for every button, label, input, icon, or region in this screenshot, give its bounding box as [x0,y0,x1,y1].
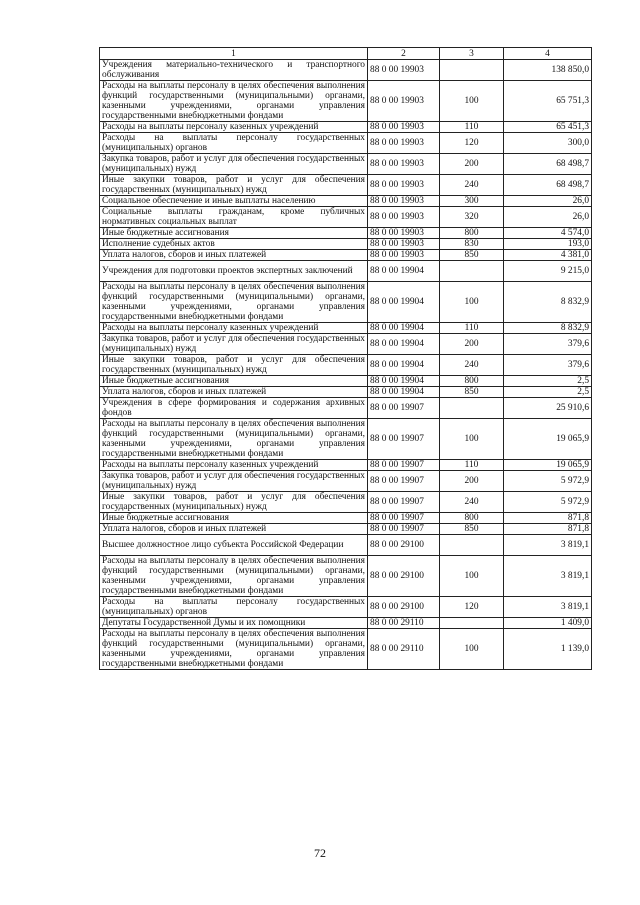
row-name-cell: Депутаты Государственной Думы и их помощники [100,618,368,629]
table-row [100,207,592,228]
row-sum-cell: 25 910,6 [504,398,592,419]
row-code-cell: 88 0 00 19903 [368,60,440,81]
row-code-cell: 88 0 00 19907 [368,419,440,460]
row-code-cell: 88 0 00 19903 [368,154,440,175]
row-name-cell: Расходы на выплаты персоналу в целях обеспечения выполнения функций государственными (муниципальными) органами, казенными учреждениями, органами управления государственными внебюджетными фондами [100,419,368,460]
table-row [100,419,592,460]
row-expense-type-cell [440,535,504,556]
table-row [100,196,592,207]
table-row [100,133,592,154]
row-expense-type-cell: 120 [440,597,504,618]
header-col-4: 4 [504,48,592,60]
row-name-cell: Расходы на выплаты персоналу казенных учреждений [100,460,368,471]
row-sum-cell: 5 972,9 [504,471,592,492]
row-name-cell: Учреждения материально-технического и транспортного обслуживания [100,60,368,81]
row-expense-type-cell: 200 [440,471,504,492]
row-sum-cell: 65 751,3 [504,81,592,122]
row-sum-cell: 65 451,3 [504,122,592,133]
row-code-cell: 88 0 00 29100 [368,597,440,618]
table-row [100,355,592,376]
row-expense-type-cell: 830 [440,239,504,250]
row-code-cell: 88 0 00 19907 [368,524,440,535]
row-name-cell: Расходы на выплаты персоналу в целях обеспечения выполнения функций государственными (муниципальными) органами, казенными учреждениями, органами управления государственными внебюджетными фондами [100,556,368,597]
row-expense-type-cell: 100 [440,282,504,323]
row-name-cell: Закупка товаров, работ и услуг для обеспечения государственных (муниципальных) нужд [100,334,368,355]
row-expense-type-cell: 850 [440,387,504,398]
header-col-2: 2 [368,48,440,60]
row-code-cell: 88 0 00 19903 [368,250,440,261]
row-name-cell: Расходы на выплаты персоналу государственных (муниципальных) органов [100,133,368,154]
row-code-cell: 88 0 00 19903 [368,207,440,228]
row-name-cell: Иные бюджетные ассигнования [100,376,368,387]
table-row [100,239,592,250]
row-code-cell: 88 0 00 19903 [368,239,440,250]
row-expense-type-cell: 800 [440,376,504,387]
table-row [100,597,592,618]
row-code-cell: 88 0 00 19904 [368,355,440,376]
table-row [100,460,592,471]
row-code-cell: 88 0 00 29100 [368,535,440,556]
row-name-cell: Расходы на выплаты персоналу в целях обеспечения выполнения функций государственными (муниципальными) органами, казенными учреждениями, органами управления государственными внебюджетными фондами [100,282,368,323]
table-row [100,154,592,175]
row-code-cell: 88 0 00 19904 [368,261,440,282]
row-expense-type-cell: 100 [440,81,504,122]
row-sum-cell: 19 065,9 [504,419,592,460]
row-sum-cell: 2,5 [504,376,592,387]
row-sum-cell: 193,0 [504,239,592,250]
row-code-cell: 88 0 00 29110 [368,618,440,629]
row-expense-type-cell: 110 [440,460,504,471]
row-sum-cell: 9 215,0 [504,261,592,282]
row-expense-type-cell: 800 [440,228,504,239]
row-name-cell: Исполнение судебных актов [100,239,368,250]
row-name-cell: Расходы на выплаты персоналу казенных учреждений [100,122,368,133]
row-name-cell: Иные закупки товаров, работ и услуг для обеспечения государственных (муниципальных) нужд [100,492,368,513]
row-sum-cell: 68 498,7 [504,175,592,196]
row-sum-cell: 3 819,1 [504,597,592,618]
row-sum-cell: 3 819,1 [504,556,592,597]
row-code-cell: 88 0 00 19907 [368,471,440,492]
row-name-cell: Социальное обеспечение и иные выплаты населению [100,196,368,207]
row-name-cell: Иные закупки товаров, работ и услуг для обеспечения государственных (муниципальных) нужд [100,175,368,196]
table-row [100,513,592,524]
row-expense-type-cell: 850 [440,250,504,261]
row-expense-type-cell: 240 [440,175,504,196]
row-code-cell: 88 0 00 29100 [368,556,440,597]
row-expense-type-cell [440,618,504,629]
table-row [100,228,592,239]
row-code-cell: 88 0 00 19903 [368,228,440,239]
row-name-cell: Уплата налогов, сборов и иных платежей [100,250,368,261]
row-sum-cell: 68 498,7 [504,154,592,175]
row-sum-cell: 1 409,0 [504,618,592,629]
table-row [100,122,592,133]
table-row [100,471,592,492]
row-code-cell: 88 0 00 19903 [368,122,440,133]
row-code-cell: 88 0 00 19903 [368,81,440,122]
row-name-cell: Учреждения для подготовки проектов экспертных заключений [100,261,368,282]
row-sum-cell: 4 574,0 [504,228,592,239]
table-row [100,81,592,122]
table-row [100,323,592,334]
row-name-cell: Высшее должностное лицо субъекта Российской Федерации [100,535,368,556]
row-code-cell: 88 0 00 19904 [368,387,440,398]
row-name-cell: Закупка товаров, работ и услуг для обеспечения государственных (муниципальных) нужд [100,471,368,492]
table-row [100,250,592,261]
table-header-row [100,48,592,60]
row-name-cell: Расходы на выплаты персоналу государственных (муниципальных) органов [100,597,368,618]
row-code-cell: 88 0 00 19907 [368,513,440,524]
row-expense-type-cell: 240 [440,492,504,513]
row-code-cell: 88 0 00 19904 [368,334,440,355]
row-name-cell: Уплата налогов, сборов и иных платежей [100,387,368,398]
row-sum-cell: 2,5 [504,387,592,398]
row-expense-type-cell: 100 [440,556,504,597]
row-code-cell: 88 0 00 19903 [368,196,440,207]
row-expense-type-cell: 200 [440,154,504,175]
header-col-3: 3 [440,48,504,60]
row-name-cell: Закупка товаров, работ и услуг для обеспечения государственных (муниципальных) нужд [100,154,368,175]
row-expense-type-cell [440,261,504,282]
table-row [100,282,592,323]
row-sum-cell: 1 139,0 [504,629,592,670]
table-row [100,387,592,398]
row-expense-type-cell: 110 [440,122,504,133]
row-name-cell: Иные закупки товаров, работ и услуг для обеспечения государственных (муниципальных) нужд [100,355,368,376]
row-name-cell: Учреждения в сфере формирования и содержания архивных фондов [100,398,368,419]
row-sum-cell: 26,0 [504,196,592,207]
table-row [100,618,592,629]
row-code-cell: 88 0 00 19904 [368,323,440,334]
row-sum-cell: 19 065,9 [504,460,592,471]
row-expense-type-cell: 110 [440,323,504,334]
table-row [100,398,592,419]
budget-table [99,47,592,670]
row-code-cell: 88 0 00 29110 [368,629,440,670]
table-row [100,535,592,556]
page-number: 72 [314,846,326,860]
row-sum-cell: 379,6 [504,355,592,376]
row-name-cell: Расходы на выплаты персоналу казенных учреждений [100,323,368,334]
row-sum-cell: 138 850,0 [504,60,592,81]
row-name-cell: Расходы на выплаты персоналу в целях обеспечения выполнения функций государственными (муниципальными) органами, казенными учреждениями, органами управления государственными внебюджетными фондами [100,629,368,670]
row-code-cell: 88 0 00 19904 [368,282,440,323]
row-expense-type-cell: 800 [440,513,504,524]
row-expense-type-cell: 850 [440,524,504,535]
row-expense-type-cell [440,60,504,81]
row-sum-cell: 8 832,9 [504,323,592,334]
row-name-cell: Социальные выплаты гражданам, кроме публичных нормативных социальных выплат [100,207,368,228]
table-row [100,60,592,81]
table-row [100,629,592,670]
row-code-cell: 88 0 00 19907 [368,398,440,419]
row-name-cell: Расходы на выплаты персоналу в целях обеспечения выполнения функций государственными (муниципальными) органами, казенными учреждениями, органами управления государственными внебюджетными фондами [100,81,368,122]
row-code-cell: 88 0 00 19903 [368,175,440,196]
table-body [100,60,592,670]
row-name-cell: Уплата налогов, сборов и иных платежей [100,524,368,535]
row-expense-type-cell: 120 [440,133,504,154]
table-row [100,334,592,355]
row-expense-type-cell: 100 [440,629,504,670]
row-sum-cell: 871,8 [504,513,592,524]
row-expense-type-cell: 300 [440,196,504,207]
table-row [100,556,592,597]
row-name-cell: Иные бюджетные ассигнования [100,228,368,239]
row-code-cell: 88 0 00 19904 [368,376,440,387]
row-sum-cell: 26,0 [504,207,592,228]
row-sum-cell: 871,8 [504,524,592,535]
row-sum-cell: 300,0 [504,133,592,154]
row-sum-cell: 379,6 [504,334,592,355]
table-row [100,492,592,513]
row-sum-cell: 4 381,0 [504,250,592,261]
row-code-cell: 88 0 00 19903 [368,133,440,154]
table-row [100,175,592,196]
row-name-cell: Иные бюджетные ассигнования [100,513,368,524]
row-code-cell: 88 0 00 19907 [368,492,440,513]
row-expense-type-cell: 320 [440,207,504,228]
table-row [100,261,592,282]
row-expense-type-cell [440,398,504,419]
table-row [100,524,592,535]
row-expense-type-cell: 200 [440,334,504,355]
header-col-1: 1 [100,48,368,60]
row-expense-type-cell: 100 [440,419,504,460]
table-row [100,376,592,387]
row-code-cell: 88 0 00 19907 [368,460,440,471]
row-expense-type-cell: 240 [440,355,504,376]
row-sum-cell: 3 819,1 [504,535,592,556]
row-sum-cell: 5 972,9 [504,492,592,513]
row-sum-cell: 8 832,9 [504,282,592,323]
